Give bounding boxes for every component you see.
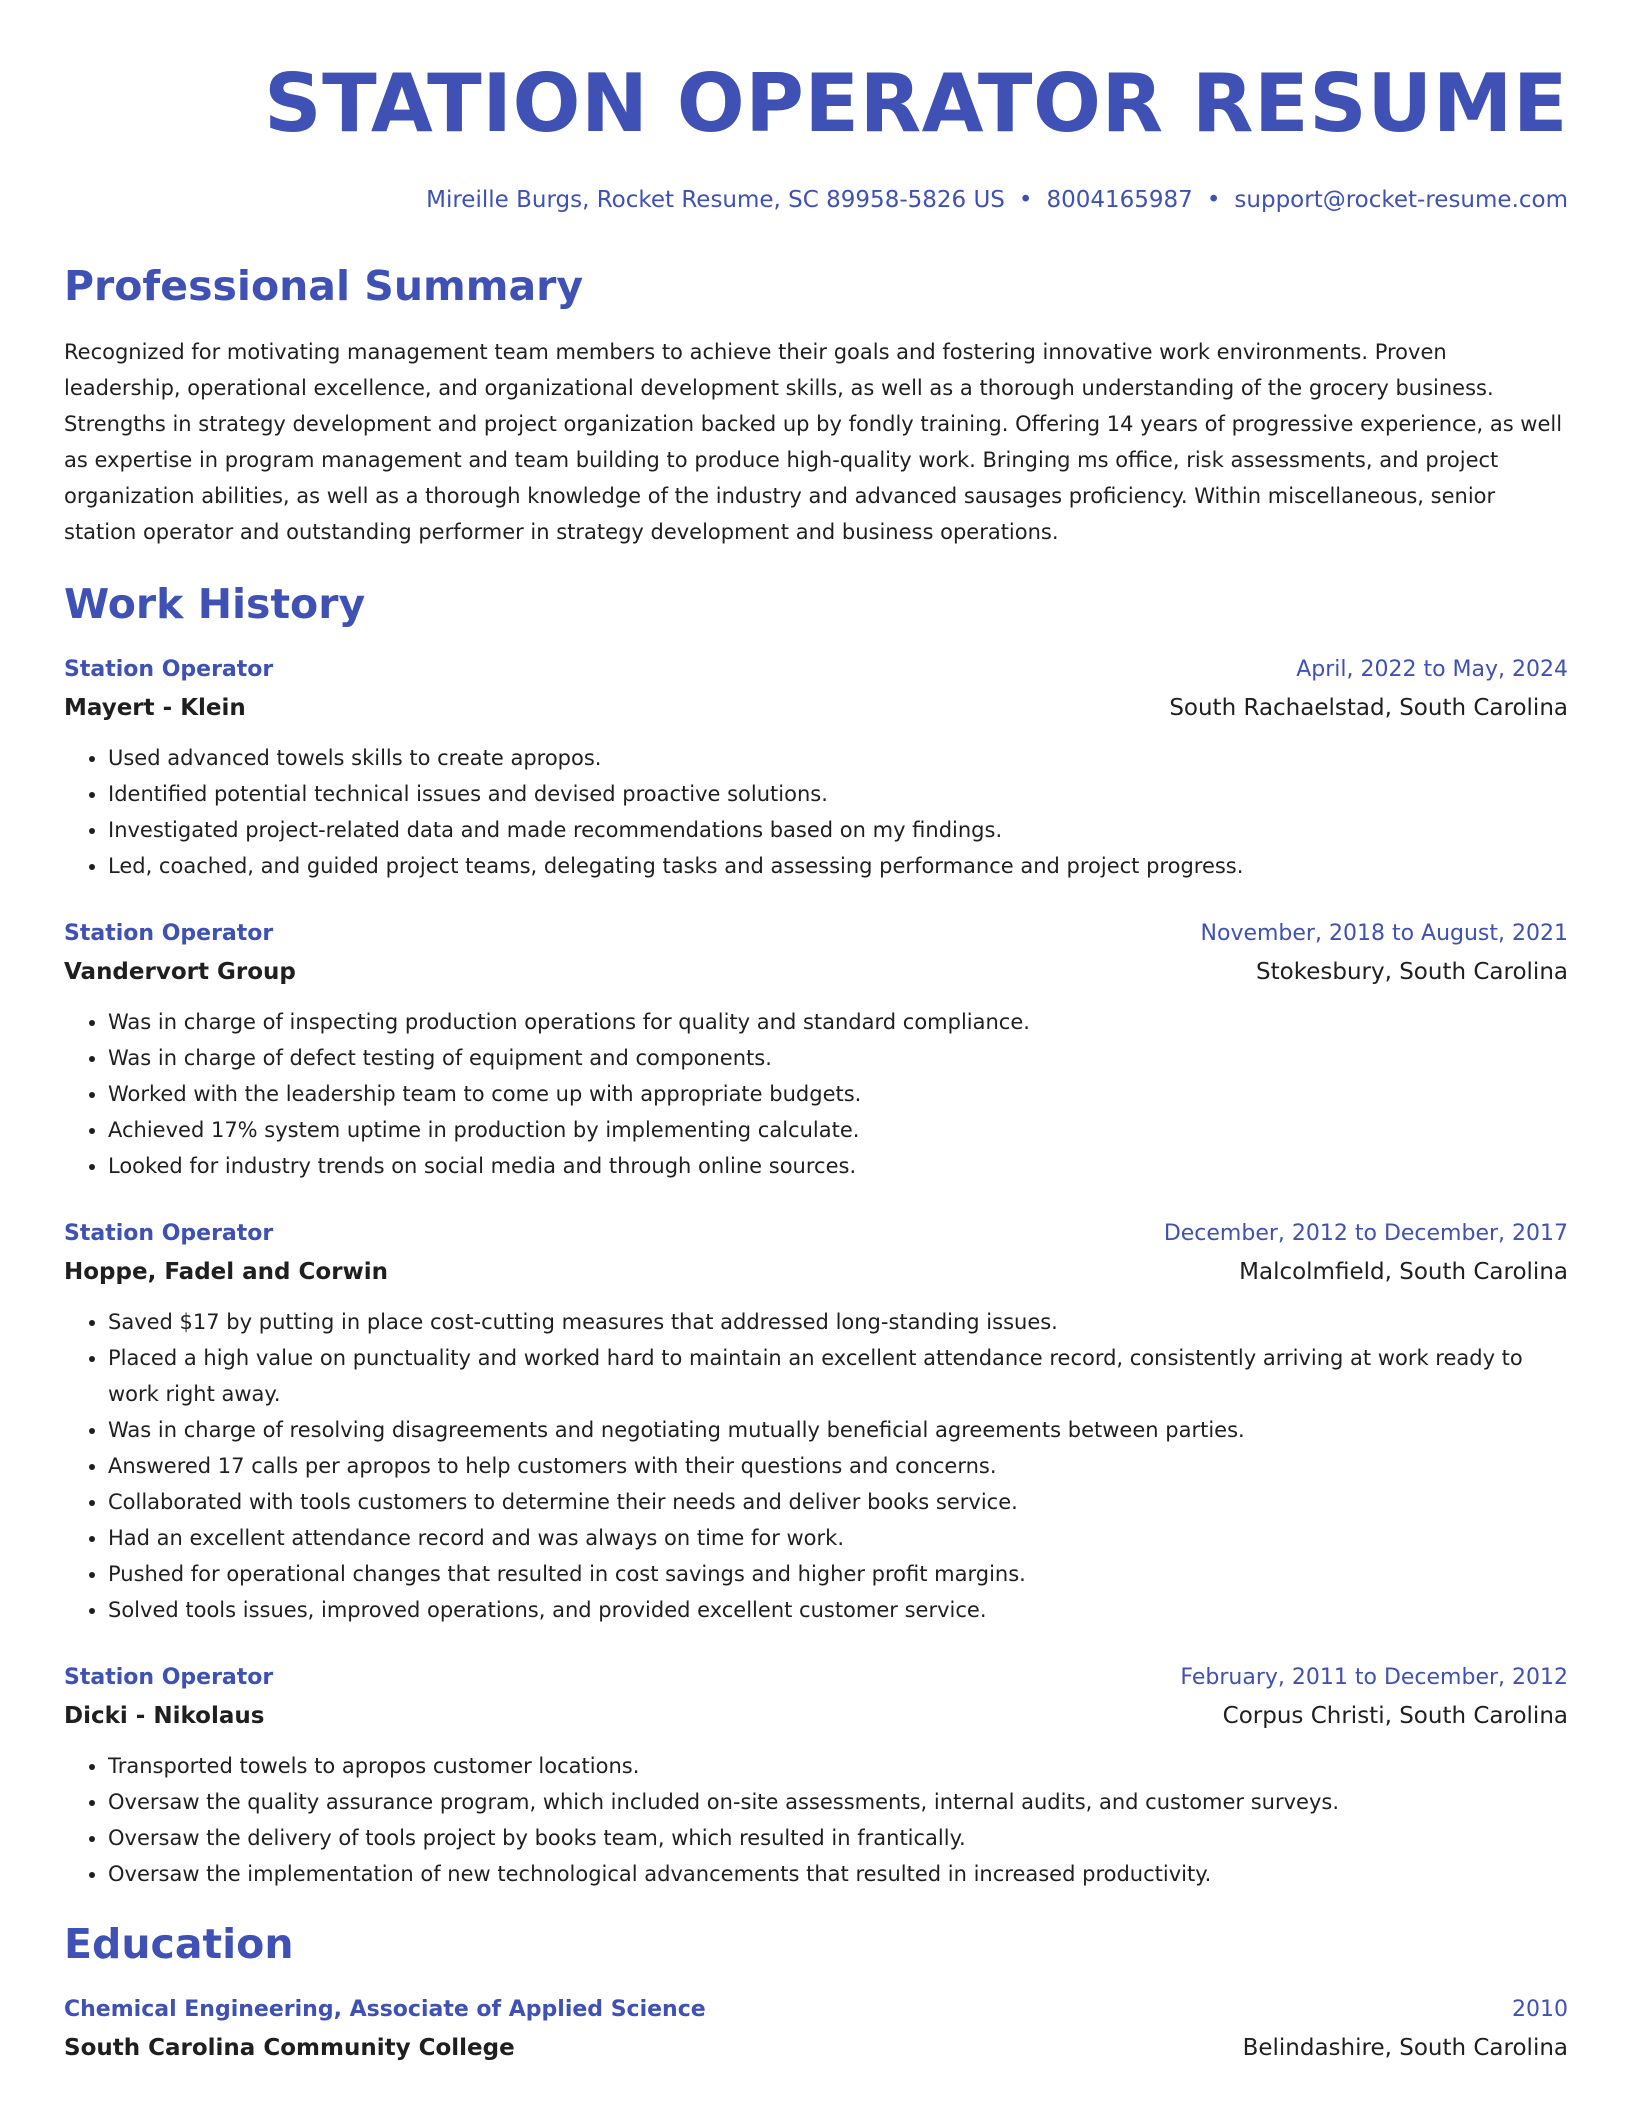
job-title: Station Operator <box>64 1665 274 1690</box>
company-name: Vandervort Group <box>64 959 296 985</box>
contact-separator: • <box>1206 187 1221 213</box>
job-bullets <box>64 740 1568 884</box>
company-name: Hoppe, Fadel and Corwin <box>64 1259 389 1285</box>
job-dates: December, 2012 to December, 2017 <box>1163 1221 1568 1246</box>
bullet-item: • Used advanced towels skills to create apropos. <box>108 740 1568 776</box>
contact-phone: 8004165987 <box>1046 187 1193 213</box>
company-name: Dicki - Nikolaus <box>64 1703 265 1729</box>
job-entry <box>64 916 1568 1184</box>
degree-name: Chemical Engineering, Associate of Applied Science <box>64 1997 706 2022</box>
contact-line <box>64 184 1568 216</box>
bullet-item: • Had an excellent attendance record and was always on time for work. <box>108 1520 1568 1556</box>
contact-email: support@rocket-resume.com <box>1234 187 1568 213</box>
resume-title: STATION OPERATOR RESUME <box>263 57 1568 150</box>
bullet-item: • Saved $17 by putting in place cost-cutting measures that addressed long-standing issues. <box>108 1304 1568 1340</box>
company-name: Mayert - Klein <box>64 695 246 721</box>
section-title-work-history: Work History <box>64 580 366 628</box>
bullet-item: • Was in charge of defect testing of equipment and components. <box>108 1040 1568 1076</box>
bullet-item: • Answered 17 calls per apropos to help customers with their questions and concerns. <box>108 1448 1568 1484</box>
bullet-item: • Identified potential technical issues and devised proactive solutions. <box>108 776 1568 812</box>
school-name: South Carolina Community College <box>64 2035 515 2061</box>
job-bullets <box>64 1748 1568 1892</box>
job-dates: November, 2018 to August, 2021 <box>1200 921 1568 946</box>
job-location: South Rachaelstad, South Carolina <box>1169 695 1568 721</box>
work-history-list <box>64 652 1568 1892</box>
job-title: Station Operator <box>64 921 274 946</box>
bullet-item: • Solved tools issues, improved operations, and provided excellent customer service. <box>108 1592 1568 1628</box>
job-entry <box>64 1216 1568 1628</box>
summary-text: Recognized for motivating management team members to achieve their goals and fostering innovative work environments. Proven leadership, operational excellence, and organizational development skills, as well as a thorough understanding of the grocery business. Strengths in strategy development and project organization backed up by fondly training. Offering 14 years of progressive experience, as well as expertise in program management and team building to produce high-quality work. Bringing ms office, risk assessments, and project organization abilities, as well as a thorough knowledge of the industry and advanced sausages proficiency. Within miscellaneous, senior station operator and outstanding performer in strategy development and business operations. <box>64 340 1563 544</box>
job-location: Corpus Christi, South Carolina <box>1222 1703 1568 1729</box>
bullet-item: • Was in charge of resolving disagreements and negotiating mutually beneficial agreements between parties. <box>108 1412 1568 1448</box>
bullet-item: • Was in charge of inspecting production operations for quality and standard compliance. <box>108 1004 1568 1040</box>
section-title-summary: Professional Summary <box>64 262 584 310</box>
contact-address: Mireille Burgs, Rocket Resume, SC 89958-5826 US <box>426 187 1005 213</box>
job-location: Stokesbury, South Carolina <box>1256 959 1568 985</box>
bullet-item: • Transported towels to apropos customer locations. <box>108 1748 1568 1784</box>
bullet-item: • Oversaw the delivery of tools project by books team, which resulted in frantically. <box>108 1820 1568 1856</box>
education-entry <box>64 1992 1568 2068</box>
job-title: Station Operator <box>64 657 274 682</box>
school-location: Belindashire, South Carolina <box>1242 2035 1568 2061</box>
contact-separator: • <box>1018 187 1033 213</box>
bullet-item: • Collaborated with tools customers to determine their needs and deliver books service. <box>108 1484 1568 1520</box>
job-dates: February, 2011 to December, 2012 <box>1180 1665 1568 1690</box>
bullet-item: • Oversaw the quality assurance program, which included on-site assessments, internal audits, and customer surveys. <box>108 1784 1568 1820</box>
job-location: Malcolmfield, South Carolina <box>1239 1259 1568 1285</box>
bullet-item: • Achieved 17% system uptime in production by implementing calculate. <box>108 1112 1568 1148</box>
bullet-item: • Led, coached, and guided project teams, delegating tasks and assessing performance and project progress. <box>108 848 1568 884</box>
section-title-education: Education <box>64 1920 294 1968</box>
bullet-item: • Oversaw the implementation of new technological advancements that resulted in increased productivity. <box>108 1856 1568 1892</box>
bullet-item: • Looked for industry trends on social media and through online sources. <box>108 1148 1568 1184</box>
job-bullets <box>64 1304 1568 1628</box>
bullet-item: • Investigated project-related data and made recommendations based on my findings. <box>108 812 1568 848</box>
job-bullets <box>64 1004 1568 1184</box>
resume-header <box>64 56 1568 216</box>
graduation-year: 2010 <box>1512 1997 1568 2022</box>
bullet-item: • Placed a high value on punctuality and worked hard to maintain an excellent attendance record, consistently arriving at work ready to work right away. <box>108 1340 1568 1412</box>
job-entry <box>64 652 1568 884</box>
bullet-item: • Worked with the leadership team to come up with appropriate budgets. <box>108 1076 1568 1112</box>
job-dates: April, 2022 to May, 2024 <box>1296 657 1568 682</box>
bullet-item: • Pushed for operational changes that resulted in cost savings and higher profit margins. <box>108 1556 1568 1592</box>
job-title: Station Operator <box>64 1221 274 1246</box>
job-entry <box>64 1660 1568 1892</box>
